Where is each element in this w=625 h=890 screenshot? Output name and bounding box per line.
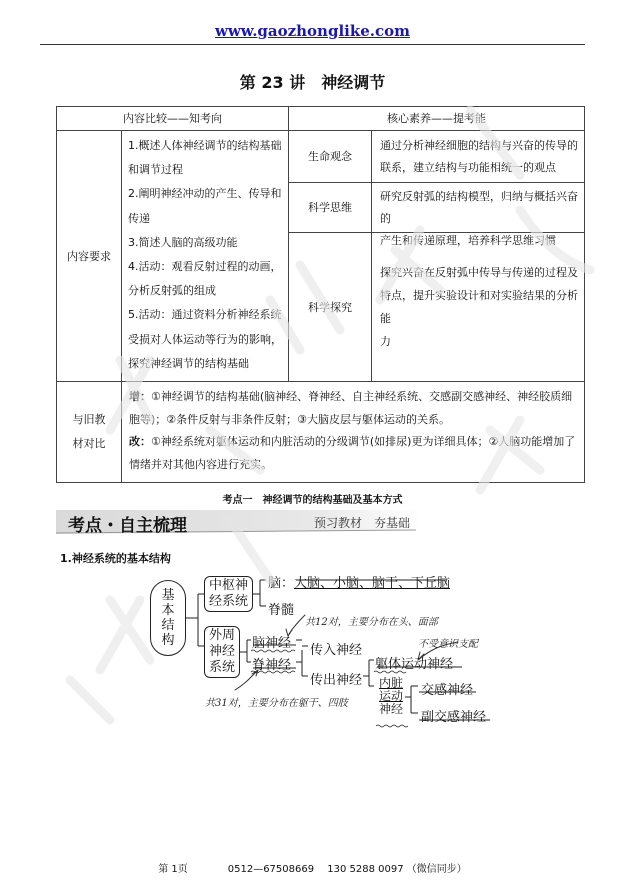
note-spinal: 共31对，主要分布在躯干、四肢 — [205, 698, 348, 709]
header-divider — [40, 44, 585, 45]
row-label-line: 材对比 — [72, 437, 106, 450]
add-tag: 增： — [129, 390, 151, 403]
row-label-line: 与旧教 — [72, 413, 106, 426]
node-line: 运动 — [378, 689, 403, 703]
competency-line: 力 — [380, 335, 391, 348]
efferent-nerve-label: 传出神经 — [310, 673, 363, 688]
node-line: 系统 — [208, 660, 235, 675]
change-tag: 改： — [129, 435, 151, 448]
section-subtitle: 考点一 神经调节的结构基础及基本方式 — [222, 495, 403, 506]
requirement-line: 和调节过程 — [128, 163, 183, 177]
competency-line: 联系，建立结构与功能相统一的观点 — [380, 161, 556, 174]
requirement-line: 分析反射弧的组成 — [128, 284, 216, 298]
afferent-nerve-label: 传入神经 — [310, 643, 363, 658]
comparison-line: 情绪并对其他内容进行充实。 — [129, 457, 272, 471]
visceral-motor-nerve-label — [376, 677, 406, 716]
subsection-heading: 1.神经系统的基本结构 — [60, 552, 171, 565]
competency-line: 探究兴奋在反射弧中传导与传递的过程及 — [380, 266, 578, 279]
requirement-line: 3.简述人脑的高级功能 — [128, 235, 238, 249]
root-node — [150, 580, 186, 656]
note-cranial: 共12对，主要分布在头、面部 — [305, 617, 438, 628]
peripheral-nervous-node — [204, 626, 240, 678]
node-line: 内脏 — [378, 676, 403, 690]
central-nervous-node — [204, 576, 253, 612]
node-line: 神经 — [208, 644, 235, 659]
comparison-text — [121, 381, 585, 483]
competency-name: 科学探究 — [288, 232, 372, 382]
comparison-line: 胞等)；②条件反射与非条件反射；③大脑皮层与躯体运动的关系。 — [129, 412, 451, 426]
node-line: 神经 — [378, 702, 403, 716]
brain-label: 脑：大脑、小脑、脑干、下丘脑 — [268, 576, 451, 591]
spinal-cord-label: 脊髓 — [268, 603, 295, 618]
banner-subtitle: 预习教材 夯基础 — [314, 516, 411, 530]
brain-parts: 大脑、小脑、脑干、下丘脑 — [294, 576, 451, 591]
comparison-line: ①神经调节的结构基础(脑神经、脊神经、自主神经系统、交感副交感神经、神经胶质细 — [151, 390, 573, 403]
competency-line: 研究反射弧的结构模型，归纳与概括兴奋的 — [380, 190, 578, 225]
node-line: 经系统 — [208, 594, 248, 609]
requirement-line: 探究神经调节的结构基础 — [128, 356, 249, 370]
cranial-nerve-label: 脑神经 — [252, 636, 292, 651]
banner-title: 考点・自主梳理 — [68, 516, 187, 536]
row-label-comparison — [56, 381, 122, 483]
root-char: 本 — [161, 603, 175, 618]
comparison-line: ①神经系统对躯体运动和内脏活动的分级调节(如排尿)更为详细具体；②人脑功能增加了 — [151, 435, 576, 448]
requirement-line: 2.阐明神经冲动的产生、传导和 — [128, 187, 282, 201]
requirement-line: 传递 — [128, 211, 150, 225]
competency-name: 生命观念 — [288, 130, 372, 183]
competency-line: 通过分析神经细胞的结构与兴奋的传导的 — [380, 139, 578, 152]
requirement-line: 1.概述人体神经调节的结构基础 — [128, 139, 282, 152]
competency-name: 科学思维 — [288, 182, 372, 233]
competency-desc — [371, 182, 585, 247]
root-char: 构 — [161, 633, 175, 648]
requirement-line: 受损对人体运动等行为的影响， — [128, 332, 282, 346]
col-header-left: 内容比较——知考向 — [56, 106, 289, 131]
site-link[interactable]: www.gaozhonglike.com — [214, 22, 411, 40]
lesson-title: 第 23 讲 神经调节 — [239, 73, 386, 92]
root-char: 结 — [161, 618, 175, 633]
requirements-list — [121, 130, 289, 382]
row-label-requirements: 内容要求 — [56, 130, 122, 382]
requirement-line: 4.活动：观看反射过程的动画， — [128, 260, 282, 274]
competency-desc — [371, 232, 585, 382]
competency-line: 特点，提升实验设计和对实验结果的分析能 — [380, 289, 578, 325]
node-line: 中枢神 — [208, 578, 248, 593]
spinal-nerve-label: 脊神经 — [252, 658, 292, 673]
somatic-motor-nerve-label: 躯体运动神经 — [375, 657, 454, 672]
note-visceral: 不受意识支配 — [418, 639, 478, 650]
competency-desc — [371, 130, 585, 183]
competency-line: 产生和传递原理，培养科学思维习惯 — [380, 234, 556, 247]
page-footer: 第 1页 0512—67508669 130 5288 0097 （微信同步） — [158, 864, 467, 875]
col-header-right: 核心素养——提考能 — [288, 106, 585, 131]
parasympathetic-nerve-label: 副交感神经 — [421, 710, 487, 725]
sympathetic-nerve-label: 交感神经 — [421, 683, 474, 698]
root-char: 基 — [161, 588, 175, 603]
requirement-line: 5.活动：通过资料分析神经系统 — [128, 308, 282, 322]
node-line: 外周 — [208, 628, 235, 643]
